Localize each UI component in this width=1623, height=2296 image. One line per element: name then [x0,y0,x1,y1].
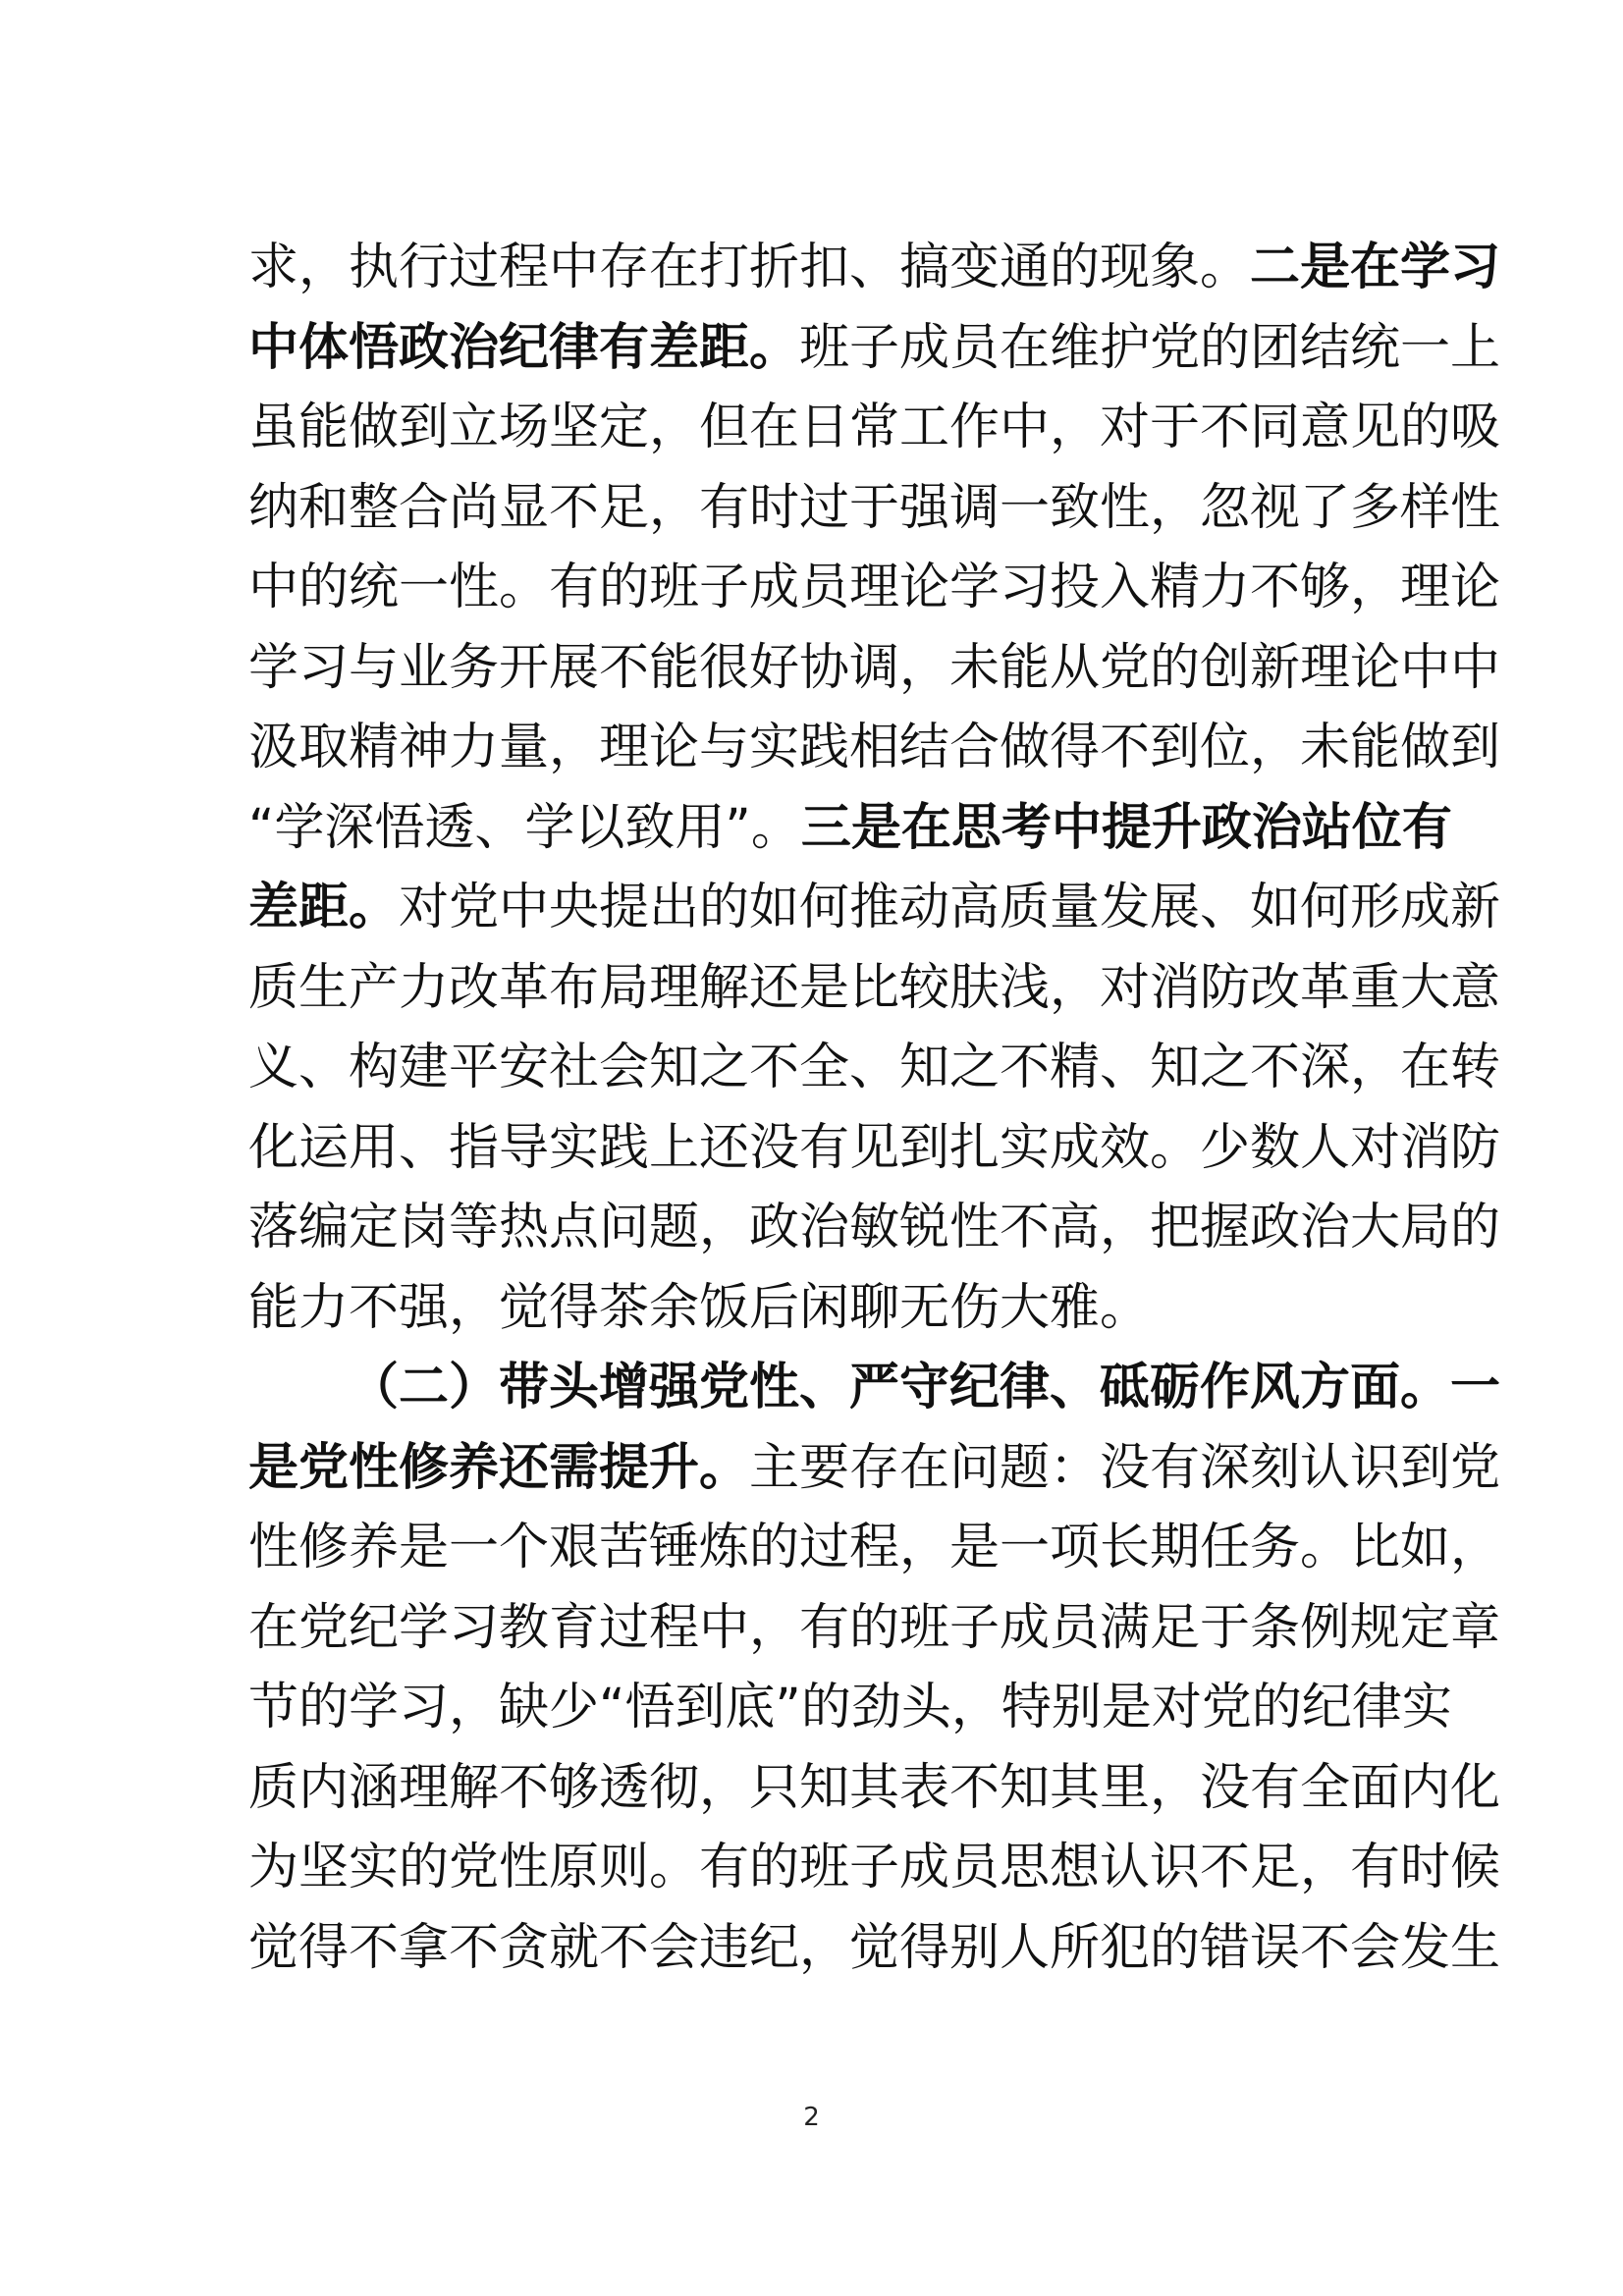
text-run: 觉得不拿不贪就不会违纪，觉得别人所犯的错误不会发生 [248,1918,1501,1977]
text-run: 落编定岗等热点问题，政治敏锐性不高，把握政治大局的 [248,1199,1501,1256]
text-line [248,708,1501,788]
text-run: 质生产力改革布局理解还是比较肤浅，对消防改革重大意 [248,958,1501,1017]
text-line [248,1028,1501,1108]
text-run: 节的学习，缺少“悟到底”的劲头，特别是对党的纪律实 [248,1679,1452,1736]
bold-text: 三是在思考中提升政治站位有 [800,798,1452,857]
text-line [248,1508,1501,1588]
text-run: 化运用、指导实践上还没有见到扎实成效。少数人对消防 [248,1118,1501,1177]
text-run: 义、构建平安社会知之不全、知之不精、知之不深，在转 [248,1039,1501,1096]
bold-text: 二是在学习 [1250,239,1501,296]
text-line [248,1428,1501,1509]
text-line [248,1108,1501,1189]
text-line [248,388,1501,468]
text-run: 对党中央提出的如何推动高质量发展、如何形成新 [399,879,1501,936]
text-line [248,308,1501,389]
text-run: 中的统一性。有的班子成员理论学习投入精力不够，理论 [248,559,1501,616]
text-run: 班子成员在维护党的团结统一上 [799,318,1501,377]
text-line [248,948,1501,1029]
text-run: “学深悟透、学以致用”。 [248,798,801,857]
text-run: 主要存在问题：没有深刻认识到党 [749,1438,1501,1497]
text-run: 学习与业务开展不能很好协调，未能从党的创新理论中中 [248,638,1501,697]
body-text [248,228,1501,1988]
text-line [248,1348,1501,1428]
text-run: 求，执行过程中存在打折扣、搞变通的现象。 [248,239,1251,296]
text-line [248,1188,1501,1268]
text-run: 为坚实的党性原则。有的班子成员思想认识不足，有时候 [248,1839,1501,1896]
text-line [248,628,1501,709]
text-line [248,1268,1350,1349]
text-line [248,868,1501,948]
bold-text: 中体悟政治纪律有差距。 [248,318,800,377]
text-run: 质内涵理解不够透彻，只知其表不知其里，没有全面内化 [248,1758,1501,1817]
text-run: 纳和整合尚显不足，有时过于强调一致性，忽视了多样性 [248,478,1501,537]
text-line [248,1908,1501,1989]
text-run: 在党纪学习教育过程中，有的班子成员满足于条例规定章 [248,1598,1501,1657]
text-line [248,1668,1452,1748]
text-line [248,228,1501,308]
text-line [248,788,1452,869]
text-run: 汲取精神力量，理论与实践相结合做得不到位，未能做到 [248,719,1501,776]
text-line [248,1588,1501,1669]
text-run: 虽能做到立场坚定，但在日常工作中，对于不同意见的吸 [248,399,1501,456]
bold-text: 差距。 [248,879,400,936]
text-run: 能力不强，觉得茶余饭后闲聊无伤大雅。 [248,1278,1151,1337]
text-line [248,1828,1501,1908]
text-line [248,1748,1501,1829]
page-number: 2 [803,2103,820,2132]
text-run: 性修养是一个艰苦锤炼的过程，是一项长期任务。比如， [248,1519,1501,1576]
text-line [248,548,1501,628]
text-line [248,468,1501,549]
bold-text: 是党性修养还需提升。 [248,1438,750,1497]
bold-text: （二）带头增强党性、严守纪律、砥砺作风方面。一 [349,1359,1501,1416]
